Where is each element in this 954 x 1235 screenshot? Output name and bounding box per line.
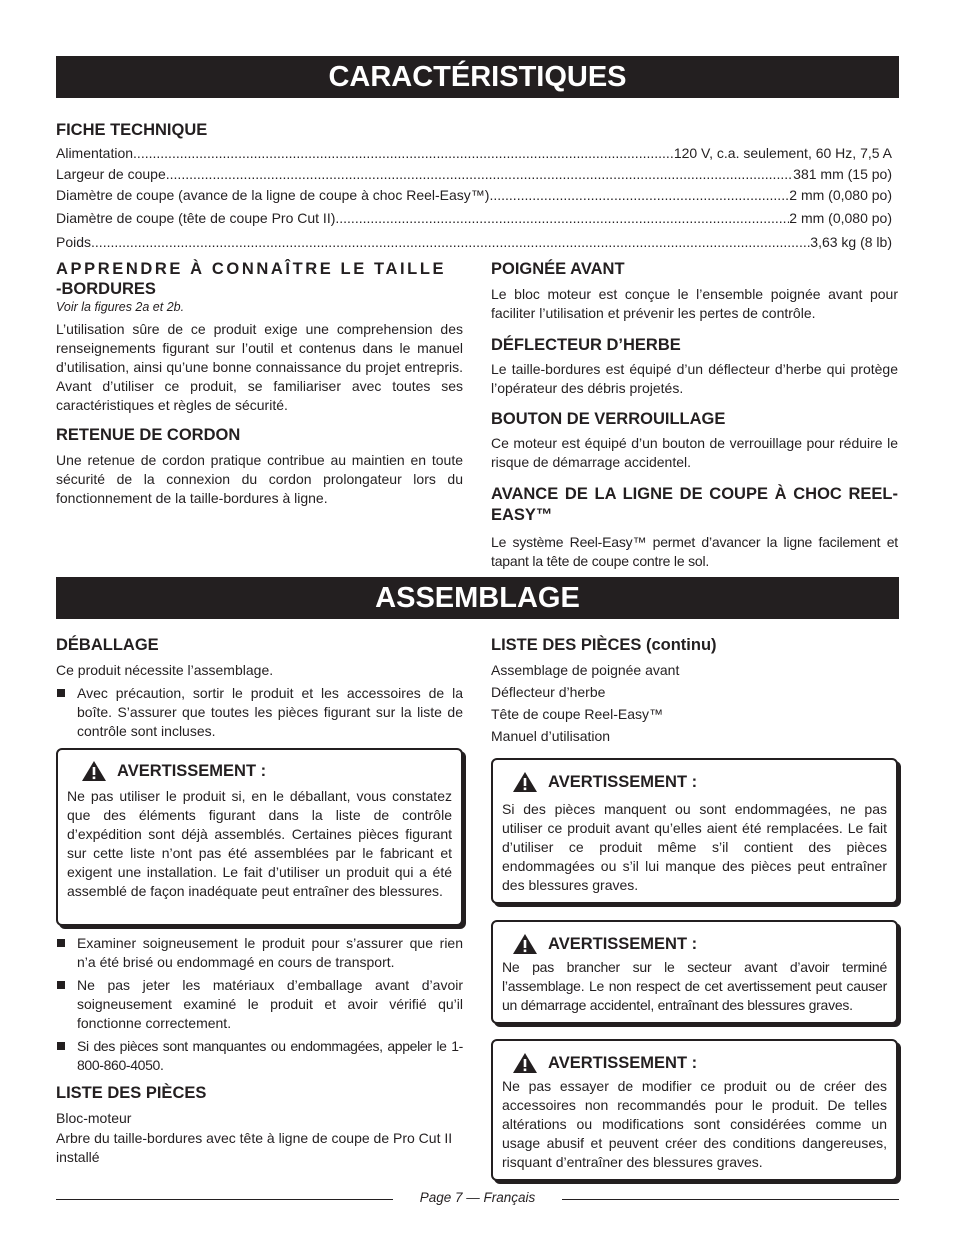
footer-rule-left: [56, 1199, 393, 1200]
liste-continu-heading: LISTE DES PIÈCES (continu): [491, 636, 717, 654]
left-column-features: [56, 260, 463, 508]
spec-value: 2 mm (0,080 po): [789, 187, 892, 203]
spec-value: 381 mm (15 po): [793, 166, 892, 182]
warning-triangle-icon: [512, 771, 538, 793]
spec-value: 2 mm (0,080 po): [789, 210, 892, 226]
section-banner-assemblage: ASSEMBLAGE: [56, 577, 899, 619]
parts-list-item: Assemblage de poignée avant: [491, 662, 680, 678]
warning-text: Ne pas utiliser le produit si, en le déballant, vous constatez que des éléments figurant dans la liste de contrôle d’expédition sont déjà assemblés. Certaines pièces figurant sur cette liste n’ont pas été assemblées par le fabricant et exigent une installation. Le fait d’utiliser un produit qui a été assemblé de façon inadéquate peut entraîner des blessures.: [67, 788, 452, 899]
parts-list-item: Manuel d’utilisation: [491, 728, 611, 744]
warning-triangle-icon: [81, 760, 107, 782]
spec-label: Alimentation: [56, 145, 134, 161]
warning-title: AVERTISSEMENT :: [548, 772, 698, 791]
parts-list-item: Tête de coupe Reel-Easy™: [491, 706, 663, 722]
spec-row: [56, 210, 892, 226]
apprendre-heading-line2: -BORDURES: [56, 280, 156, 298]
deballage-intro: Ce produit nécessite l’assemblage.: [56, 662, 274, 678]
poignee-heading: POIGNÉE AVANT: [491, 260, 625, 278]
spec-label: Largeur de coupe: [56, 166, 166, 182]
poignee-text: Le bloc moteur est conçue le l’ensemble poignée avant pour faciliter l’utilisation et prévenir les pertes de contrôle.: [491, 286, 898, 321]
warning-header: [512, 771, 887, 793]
retenue-text: Une retenue de cordon pratique contribue au maintien en toute sécurité de la connexion du cordon prolongateur lors du fonctionnement de la taille-bordures à ligne.: [56, 452, 463, 506]
right-column-features: [491, 260, 898, 571]
page-number: Page 7 — Français: [419, 1190, 536, 1205]
warning-text: Ne pas essayer de modifier ce produit ou de créer des accessoires non recommandés pour le produit. De telles altérations ou modifications sont considérées comme un usage abusif et peuvent créer des conditions dangereuses, risquant d’entraîner des blessures graves.: [502, 1078, 887, 1170]
spec-value: 3,63 kg (8 lb): [810, 234, 892, 250]
spec-row: [56, 145, 892, 161]
warning-box-pieces: [491, 758, 898, 904]
warning-title: AVERTISSEMENT :: [117, 761, 267, 780]
liste-pieces-heading: LISTE DES PIÈCES: [56, 1084, 207, 1102]
bouton-heading: BOUTON DE VERROUILLAGE: [491, 410, 726, 428]
retenue-heading: RETENUE DE CORDON: [56, 426, 241, 444]
bouton-text: Ce moteur est équipé d’un bouton de verrouillage pour réduire le risque de démarrage accidentel.: [491, 435, 898, 470]
spec-label: Diamètre de coupe (avance de la ligne de coupe à choc Reel-Easy™): [56, 187, 490, 203]
parts-list-item: Déflecteur d’herbe: [491, 684, 606, 700]
spec-row: [56, 187, 892, 203]
left-column-bullets: [56, 934, 463, 1167]
right-column-assemblage: [491, 636, 898, 747]
see-figures-note: Voir la figures 2a et 2b.: [56, 300, 185, 314]
deflecteur-heading: DÉFLECTEUR D’HERBE: [491, 336, 681, 354]
parts-list-item: Arbre du taille-bordures avec tête à ligne de coupe de Pro Cut II installé: [56, 1130, 453, 1165]
warning-box-modification: [491, 1039, 898, 1181]
left-column-assemblage: [56, 636, 463, 741]
warning-title: AVERTISSEMENT :: [548, 934, 698, 953]
parts-list-item: Bloc-moteur: [56, 1110, 132, 1126]
avance-heading: AVANCE DE LA LIGNE DE COUPE À CHOC REEL-EASY™: [491, 485, 898, 524]
spec-label: Poids: [56, 234, 92, 250]
fiche-technique-heading: FICHE TECHNIQUE: [56, 121, 208, 139]
footer-rule-right: [562, 1199, 899, 1200]
warning-text: Si des pièces manquent ou sont endommagées, ne pas utiliser ce produit avant qu’elles aient été remplacées. Le fait d’utiliser ce produit même s’il contient des pièces endommagées ou s’il lui manque des pièces peut entraîner des blessures graves.: [502, 801, 887, 893]
spec-row: [56, 234, 892, 250]
spec-label: Diamètre de coupe (tête de coupe Pro Cut II): [56, 210, 336, 226]
section-banner-caracteristiques: CARACTÉRISTIQUES: [56, 56, 899, 98]
warning-triangle-icon: [512, 933, 538, 955]
warning-header: [512, 1052, 887, 1074]
warning-title: AVERTISSEMENT :: [548, 1053, 698, 1072]
avance-text: Le système Reel-Easy™ permet d’avancer la ligne facilement et tapant la tête de coupe contre le sol.: [491, 534, 898, 569]
bullet-item: Avec précaution, sortir le produit et les accessoires de la boîte. S’assurer que toutes les pièces figurant sur la liste de contrôle sont incluses.: [56, 684, 463, 741]
spec-value: 120 V, c.a. seulement, 60 Hz, 7,5 A: [673, 145, 892, 161]
warning-header: [512, 933, 887, 955]
apprendre-text: L’utilisation sûre de ce produit exige une comprehension des renseignements figurant sur l’outil et contenus dans le manuel d’utilisation, ainsi qu’une bonne connaissance du projet entrepris. Avant d’utiliser ce produit, se familiariser avec toutes ses caractéristiques et règles de sécurité.: [56, 321, 463, 413]
spec-row: [56, 166, 892, 182]
warning-triangle-icon: [512, 1052, 538, 1074]
warning-text: Ne pas brancher sur le secteur avant d’avoir terminé l’assemblage. Le non respect de cet avertissement peut causer un démarrage accidentel, entraînant des blessures graves.: [502, 959, 887, 1013]
bullet-item: Examiner soigneusement le produit pour s’assurer que rien n’a été brisé ou endommagé en cours de transport.: [56, 934, 463, 972]
warning-box-deballage: [56, 748, 463, 926]
deballage-heading: DÉBALLAGE: [56, 636, 159, 654]
deflecteur-text: Le taille-bordures est équipé d’un déflecteur d’herbe qui protège l’opérateur des débris projetés.: [491, 361, 898, 396]
warning-header: [81, 760, 452, 782]
bullet-item: Ne pas jeter les matériaux d’emballage avant d’avoir soigneusement examiné le produit et avoir vérifié qu’il fonctionne correctement.: [56, 976, 463, 1033]
warning-box-branchement: [491, 920, 898, 1024]
bullet-item: Si des pièces sont manquantes ou endommagées, appeler le 1-800-860-4050.: [56, 1037, 463, 1075]
apprendre-heading-line1: APPRENDRE À CONNAÎTRE LE TAILLE: [56, 260, 447, 278]
